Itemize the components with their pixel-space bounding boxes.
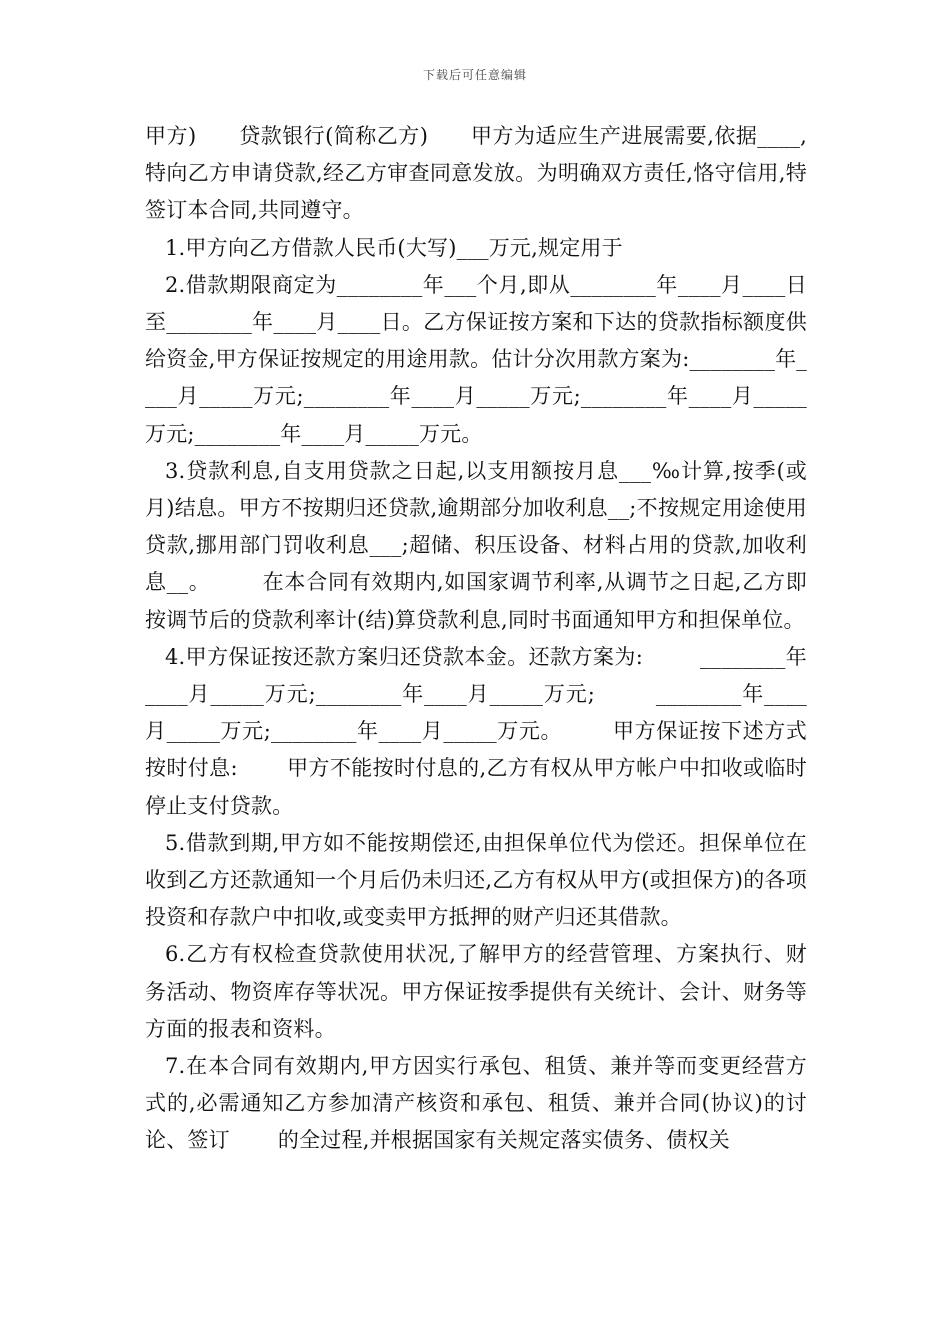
paragraph-clause-1: 1.甲方向乙方借款人民币(大写)___万元,规定用于: [165, 235, 623, 260]
page-header: 下载后可任意编辑: [422, 68, 527, 82]
paragraph-preamble: 甲方) 贷款银行(简称乙方) 甲方为适应生产进展需要,依据____,特向乙方申请贷款,经乙方审查同意发放。为明确双方责任,恪守信用,特签订本合同,共同遵守。: [145, 124, 807, 223]
paragraph-clause-2: 2.借款期限商定为________年___个月,即从________年____月____日至________年____月____日。乙方保证按方案和下达的贷款指标额度供给资金,甲方保证按规定的用途用款。估计分次用款方案为:________年____月_____万元;________年____月_____万元;________年____月_____万元;________年____月_____万元。: [145, 272, 807, 446]
paragraph-clause-3: 3.贷款利息,自支用贷款之日起,以支用额按月息___‰计算,按季(或月)结息。甲方不按期归还贷款,逾期部分加收利息__;不按规定用途使用贷款,挪用部门罚收利息___;超储、积压设备、材料占用的贷款,加收利息__。 在本合同有效期内,如国家调节利率,从调节之日起,乙方即按调节后的贷款利率计(结)算贷款利息,同时书面通知甲方和担保单位。: [145, 458, 807, 632]
paragraph-clause-6: 6.乙方有权检查贷款使用状况,了解甲方的经营管理、方案执行、财务活动、物资库存等状况。甲方保证按季提供有关统计、会计、财务等方面的报表和资料。: [145, 942, 807, 1041]
paragraph-clause-7: 7.在本合同有效期内,甲方因实行承包、租赁、兼并等而变更经营方式的,必需通知乙方参加清产核资和承包、租赁、兼并合同(协议)的讨论、签订 的全过程,并根据国家有关规定落实债务、债权关: [145, 1054, 807, 1153]
paragraph-clause-5: 5.借款到期,甲方如不能按期偿还,由担保单位代为偿还。担保单位在收到乙方还款通知一个月后仍未归还,乙方有权从甲方(或担保方)的各项投资和存款户中扣收,或变卖甲方抵押的财产归还其借款。: [145, 830, 807, 930]
paragraph-clause-4: 4.甲方保证按还款方案归还贷款本金。还款方案为: ________年____月_____万元;________年____月_____万元; ________年____月_____万元;________年____月_____万元。 甲方保证按下述方式按时付息: 甲方不能按时付息的,乙方有权从甲方帐户中扣收或临时停止支付贷款。: [145, 644, 807, 818]
document-body: [145, 118, 807, 1160]
